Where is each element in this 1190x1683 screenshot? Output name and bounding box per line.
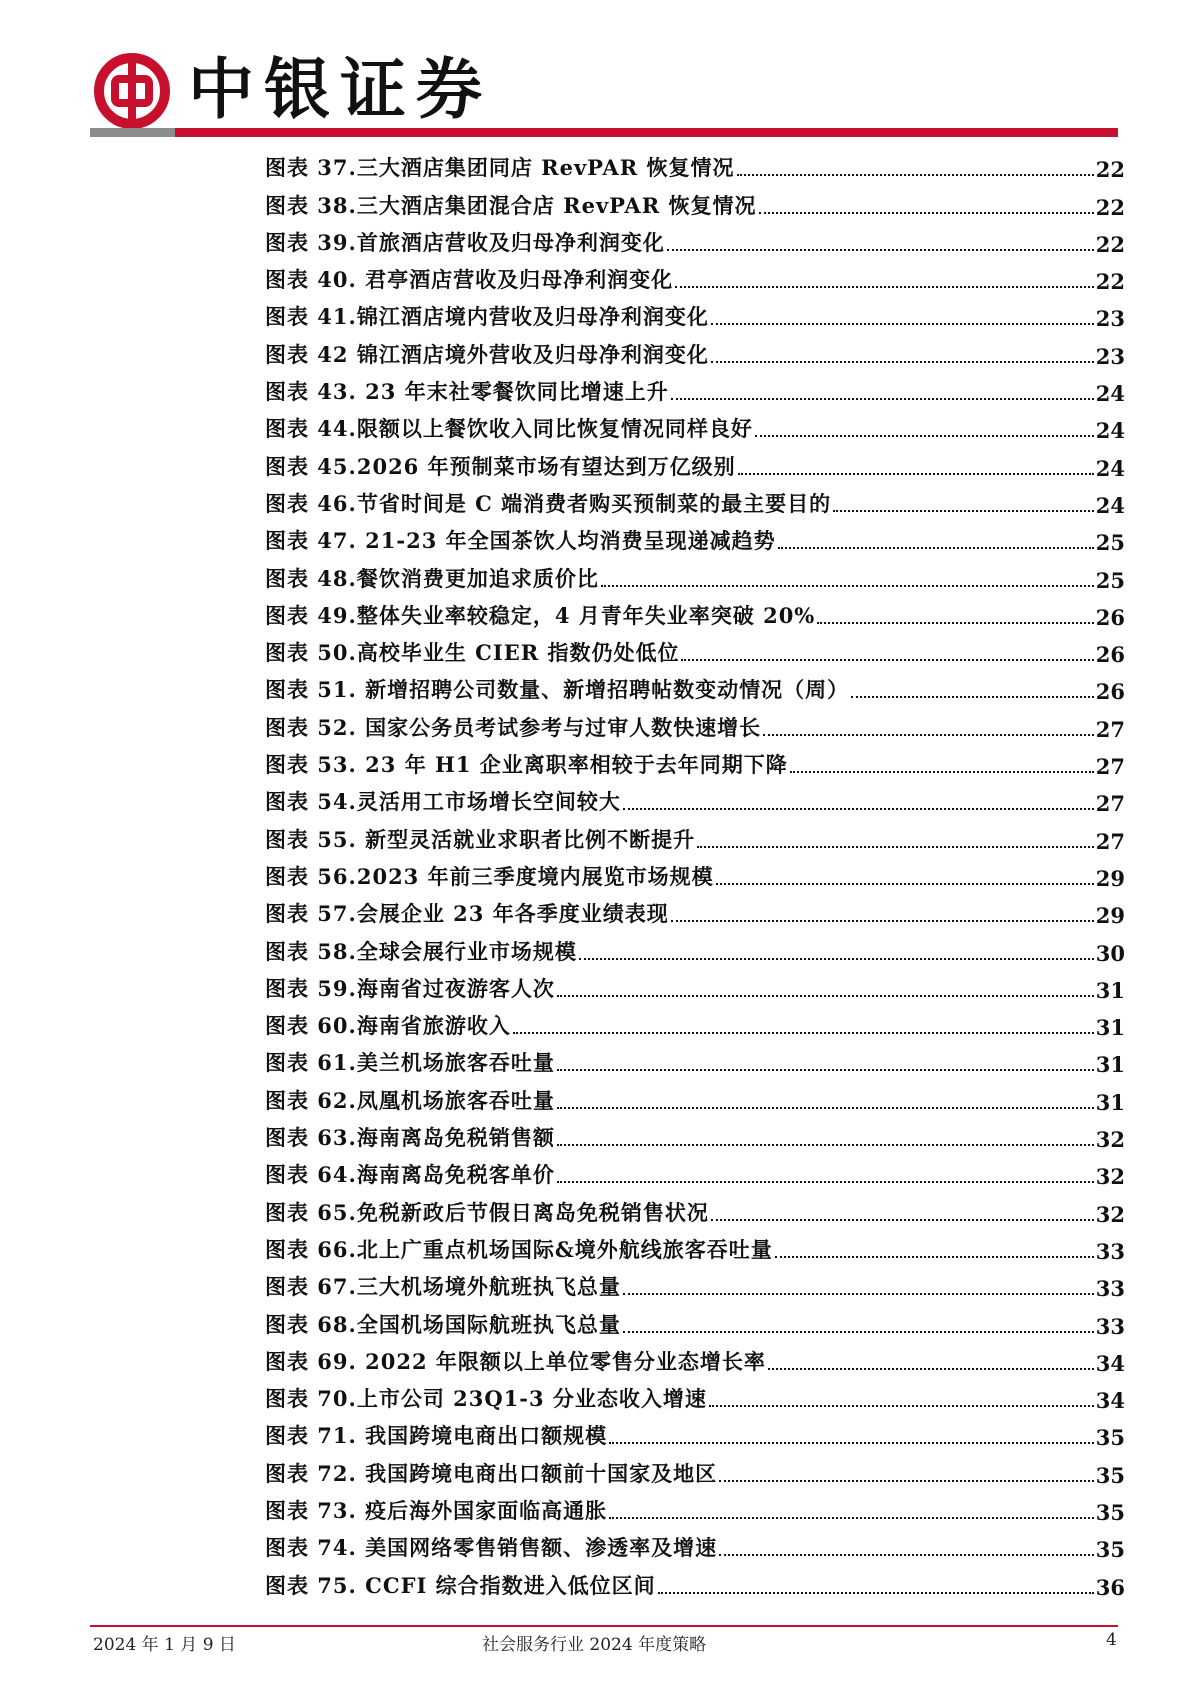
toc-dot-leader [557,1069,1094,1071]
toc-entry[interactable] [265,1488,1125,1525]
toc-entry-title: 图表 64.海南离岛免税客单价 [265,1162,555,1188]
toc-dot-leader [851,696,1094,698]
toc-entry[interactable] [265,1152,1125,1189]
toc-dot-leader [711,361,1094,363]
company-name: 中银证券 [188,51,492,128]
toc-entry-title: 图表 50.高校毕业生 CIER 指数仍处低位 [265,640,680,666]
toc-entry[interactable] [265,1040,1125,1077]
toc-dot-leader [711,323,1094,325]
toc-entry-title: 图表 73. 疫后海外国家面临高通胀 [265,1497,608,1523]
toc-entry-page: 35 [1095,1499,1125,1525]
toc-entry-title: 图表 75. CCFI 综合指数进入低位区间 [265,1572,656,1598]
toc-entry-page: 33 [1095,1313,1125,1339]
toc-entry[interactable] [265,406,1125,443]
toc-entry-title: 图表 46.节省时间是 C 端消费者购买预制菜的最主要目的 [265,490,832,516]
toc-entry-title: 图表 41.锦江酒店境内营收及归母净利润变化 [265,304,709,330]
toc-entry-page: 35 [1095,1537,1125,1563]
toc-entry-page: 31 [1095,1052,1125,1078]
toc-entry[interactable] [265,1301,1125,1338]
toc-dot-leader [737,174,1094,176]
toc-dot-leader [738,473,1094,475]
toc-dot-leader [557,1107,1094,1109]
toc-entry-page: 24 [1095,418,1125,444]
toc-entry[interactable] [265,742,1125,779]
toc-entry-title: 图表 70.上市公司 23Q1-3 分业态收入增速 [265,1386,707,1412]
toc-entry-title: 图表 39.首旅酒店营收及归母净利润变化 [265,229,665,255]
footer-page-number: 4 [1106,1630,1117,1650]
toc-dot-leader [716,883,1094,885]
toc-entry[interactable] [265,854,1125,891]
toc-entry-page: 36 [1095,1574,1125,1600]
bank-of-china-logo-icon [93,52,171,130]
toc-dot-leader [711,1219,1094,1221]
toc-entry-page: 22 [1095,157,1125,183]
toc-dot-leader [623,1293,1094,1295]
toc-entry-page: 27 [1095,791,1125,817]
toc-dot-leader [790,771,1094,773]
toc-entry-page: 25 [1095,567,1125,593]
toc-entry[interactable] [265,1115,1125,1152]
toc-entry[interactable] [265,1339,1125,1376]
toc-dot-leader [609,1442,1094,1444]
toc-entry[interactable] [265,630,1125,667]
toc-dot-leader [658,1592,1094,1594]
footer-date: 2024 年 1 月 9 日 [93,1635,236,1655]
toc-entry[interactable] [265,443,1125,480]
toc-entry[interactable] [265,1413,1125,1450]
toc-dot-leader [623,1331,1094,1333]
toc-entry-page: 22 [1095,194,1125,220]
toc-entry-title: 图表 74. 美国网络零售销售额、渗透率及增速 [265,1535,718,1561]
toc-entry[interactable] [265,1525,1125,1562]
toc-dot-leader [778,547,1094,549]
toc-entry[interactable] [265,1227,1125,1264]
toc-entry-title: 图表 47. 21-23 年全国茶饮人均消费呈现递减趋势 [265,528,776,554]
toc-entry-page: 35 [1095,1462,1125,1488]
toc-entry-title: 图表 38.三大酒店集团混合店 RevPAR 恢复情况 [265,192,757,218]
toc-entry-page: 24 [1095,492,1125,518]
toc-dot-leader [513,1032,1094,1034]
toc-entry[interactable] [265,518,1125,555]
toc-entry-title: 图表 52. 国家公务员考试参考与过审人数快速增长 [265,714,762,740]
toc-entry-title: 图表 43. 23 年末社零餐饮同比增速上升 [265,379,669,405]
toc-dot-leader [671,920,1094,922]
toc-dot-leader [623,808,1094,810]
toc-entry-title: 图表 67.三大机场境外航班执飞总量 [265,1274,621,1300]
toc-entry-title: 图表 51. 新增招聘公司数量、新增招聘帖数变动情况（周） [265,677,850,703]
toc-entry-title: 图表 53. 23 年 H1 企业离职率相较于去年同期下降 [265,752,788,778]
toc-entry[interactable] [265,481,1125,518]
toc-entry-page: 27 [1095,828,1125,854]
toc-entry-page: 26 [1095,679,1125,705]
toc-dot-leader [557,1144,1094,1146]
footer-rule [90,1625,1118,1627]
toc-dot-leader [601,585,1094,587]
toc-entry-page: 31 [1095,977,1125,1003]
toc-dot-leader [755,435,1094,437]
toc-entry-page: 27 [1095,716,1125,742]
toc-entry[interactable] [265,257,1125,294]
toc-entry-page: 26 [1095,642,1125,668]
toc-dot-leader [817,622,1094,624]
toc-entry-page: 23 [1095,306,1125,332]
toc-dot-leader [719,1480,1094,1482]
toc-dot-leader [697,846,1094,848]
toc-entry[interactable] [265,145,1125,182]
toc-entry-title: 图表 54.灵活用工市场增长空间较大 [265,789,621,815]
toc-entry[interactable] [265,891,1125,928]
toc-entry[interactable] [265,779,1125,816]
toc-entry[interactable] [265,593,1125,630]
toc-entry[interactable] [265,816,1125,853]
toc-entry[interactable] [265,220,1125,257]
toc-entry-page: 33 [1095,1276,1125,1302]
toc-entry-page: 31 [1095,1015,1125,1041]
toc-entry[interactable] [265,294,1125,331]
toc-entry-title: 图表 57.会展企业 23 年各季度业绩表现 [265,901,669,927]
toc-entry-page: 32 [1095,1201,1125,1227]
toc-entry-page: 25 [1095,530,1125,556]
header-rule-red [175,128,1118,137]
toc-entry-page: 27 [1095,754,1125,780]
toc-entry-title: 图表 61.美兰机场旅客吞吐量 [265,1050,555,1076]
table-of-figures [265,145,1125,1600]
toc-entry-title: 图表 40. 君亭酒店营收及归母净利润变化 [265,267,674,293]
toc-entry-page: 32 [1095,1164,1125,1190]
toc-entry-page: 26 [1095,604,1125,630]
toc-dot-leader [763,734,1094,736]
toc-dot-leader [675,286,1094,288]
toc-dot-leader [833,510,1094,512]
toc-entry[interactable] [265,369,1125,406]
toc-entry[interactable] [265,1264,1125,1301]
toc-entry-page: 33 [1095,1238,1125,1264]
toc-entry-title: 图表 59.海南省过夜游客人次 [265,975,555,1001]
toc-entry[interactable] [265,331,1125,368]
page-header [93,40,1123,130]
toc-dot-leader [759,212,1094,214]
toc-entry-page: 34 [1095,1388,1125,1414]
toc-dot-leader [667,249,1094,251]
toc-entry-page: 34 [1095,1350,1125,1376]
toc-entry[interactable] [265,1376,1125,1413]
toc-entry-page: 24 [1095,455,1125,481]
toc-entry-page: 31 [1095,1089,1125,1115]
toc-entry-title: 图表 45.2026 年预制菜市场有望达到万亿级别 [265,453,736,479]
toc-entry-title: 图表 48.餐饮消费更加追求质价比 [265,565,599,591]
toc-entry-page: 29 [1095,903,1125,929]
toc-entry-title: 图表 63.海南离岛免税销售额 [265,1125,555,1151]
toc-entry-title: 图表 60.海南省旅游收入 [265,1013,511,1039]
toc-dot-leader [671,398,1094,400]
toc-entry-page: 23 [1095,343,1125,369]
header-rule-gray [90,128,175,137]
toc-entry-page: 24 [1095,381,1125,407]
toc-entry-title: 图表 65.免税新政后节假日离岛免税销售状况 [265,1199,709,1225]
toc-entry-page: 29 [1095,865,1125,891]
toc-dot-leader [709,1405,1094,1407]
toc-entry[interactable] [265,182,1125,219]
toc-entry[interactable] [265,1189,1125,1226]
toc-dot-leader [579,958,1094,960]
toc-dot-leader [557,1181,1094,1183]
toc-entry-title: 图表 72. 我国跨境电商出口额前十国家及地区 [265,1460,718,1486]
toc-entry[interactable] [265,1450,1125,1487]
toc-dot-leader [681,659,1093,661]
toc-entry-page: 22 [1095,231,1125,257]
toc-entry[interactable] [265,555,1125,592]
toc-entry[interactable] [265,667,1125,704]
toc-entry-title: 图表 44.限额以上餐饮收入同比恢复情况同样良好 [265,416,753,442]
toc-dot-leader [768,1368,1094,1370]
toc-entry[interactable] [265,966,1125,1003]
toc-entry-title: 图表 42 锦江酒店境外营收及归母净利润变化 [265,341,709,367]
toc-entry-title: 图表 49.整体失业率较稳定，4 月青年失业率突破 20% [265,602,816,628]
toc-entry-page: 35 [1095,1425,1125,1451]
toc-entry-title: 图表 58.全球会展行业市场规模 [265,938,577,964]
toc-dot-leader [719,1554,1094,1556]
toc-entry-title: 图表 55. 新型灵活就业求职者比例不断提升 [265,826,696,852]
toc-entry[interactable] [265,928,1125,965]
footer-report-title: 社会服务行业 2024 年度策略 [482,1635,707,1655]
toc-entry[interactable] [265,1077,1125,1114]
toc-entry-title: 图表 56.2023 年前三季度境内展览市场规模 [265,863,714,889]
toc-entry-title: 图表 37.三大酒店集团同店 RevPAR 恢复情况 [265,155,735,181]
toc-entry-page: 22 [1095,269,1125,295]
toc-entry-title: 图表 68.全国机场国际航班执飞总量 [265,1311,621,1337]
toc-entry[interactable] [265,704,1125,741]
toc-dot-leader [557,995,1094,997]
toc-dot-leader [775,1256,1094,1258]
toc-entry[interactable] [265,1003,1125,1040]
toc-entry-page: 32 [1095,1127,1125,1153]
toc-dot-leader [609,1517,1094,1519]
toc-entry-title: 图表 66.北上广重点机场国际&境外航线旅客吞吐量 [265,1236,773,1262]
toc-entry-title: 图表 69. 2022 年限额以上单位零售分业态增长率 [265,1348,766,1374]
toc-entry-page: 30 [1095,940,1125,966]
toc-entry-title: 图表 71. 我国跨境电商出口额规模 [265,1423,608,1449]
toc-entry[interactable] [265,1562,1125,1599]
toc-entry-title: 图表 62.凤凰机场旅客吞吐量 [265,1087,555,1113]
